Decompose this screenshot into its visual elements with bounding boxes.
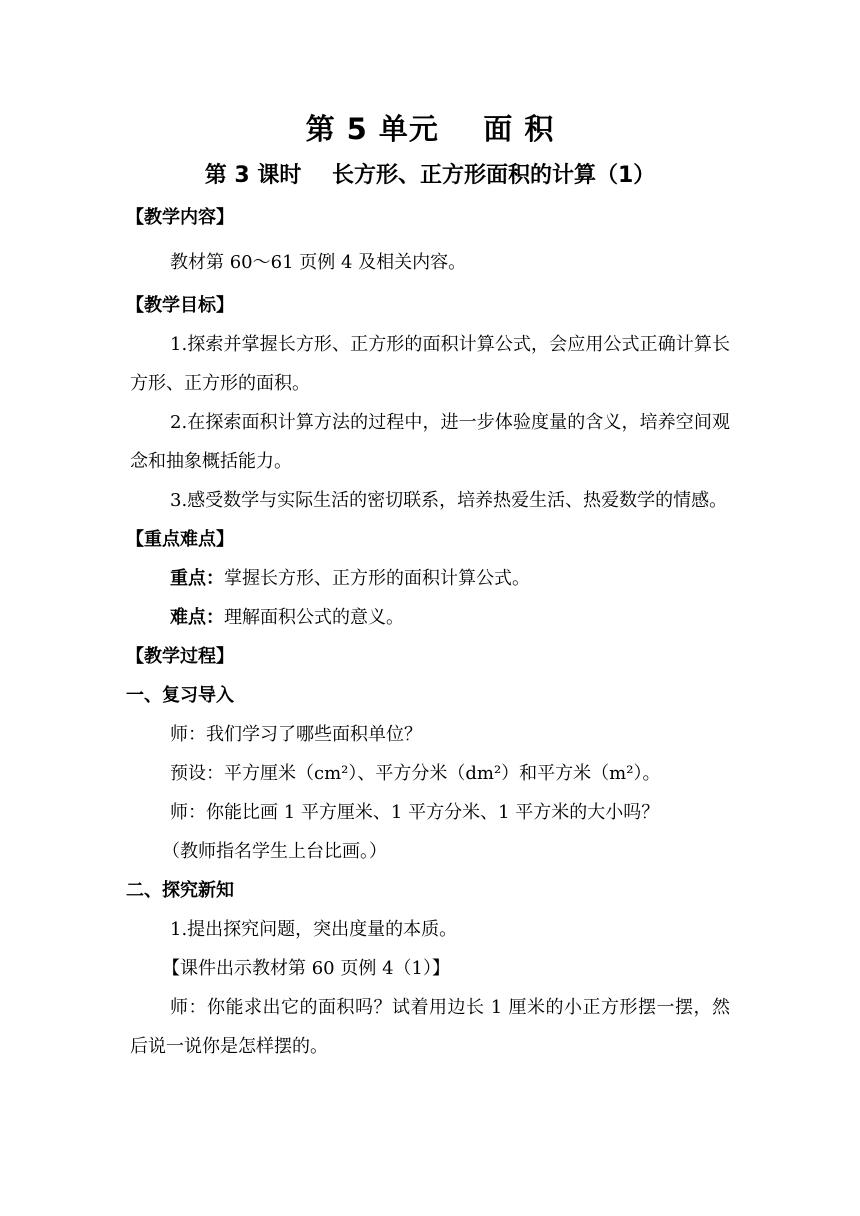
- review-line-4: （教师指名学生上台比画。）: [162, 841, 387, 862]
- explore-line-2: 师：你能求出它的面积吗？试着用边长 1 厘米的小正方形摆一摆，然后说一说你是怎样摆的。: [130, 997, 730, 1057]
- key-point-label: 重点：: [170, 568, 224, 589]
- explore-heading: 二、探究新知: [126, 880, 234, 901]
- review-line-2: 预设：平方厘米（cm²）、平方分米（dm²）和平方米（m²）。: [170, 763, 661, 784]
- goal-item-3: 3.感受数学与实际生活的密切联系，培养热爱生活、热爱数学的情感。: [170, 490, 728, 511]
- teaching-goals-heading: 【教学目标】: [126, 295, 234, 316]
- review-intro-heading: 一、复习导入: [126, 685, 234, 706]
- goal-item-1: 1.探索并掌握长方形、正方形的面积计算公式，会应用公式正确计算长方形、正方形的面积。: [130, 334, 730, 394]
- unit-title: 第 5 单元 面 积: [305, 112, 555, 146]
- explore-line-1: 1.提出探究问题，突出度量的本质。: [170, 919, 458, 940]
- review-line-3: 师：你能比画 1 平方厘米、1 平方分米、1 平方米的大小吗？: [170, 802, 660, 823]
- key-point-text: 掌握长方形、正方形的面积计算公式。: [224, 568, 530, 589]
- difficult-point-label: 难点：: [170, 607, 224, 628]
- difficult-point-text: 理解面积公式的意义。: [224, 607, 404, 628]
- courseware-note: 【课件出示教材第 60 页例 4（1）】: [162, 958, 450, 979]
- lesson-subtitle: 第 3 课时 长方形、正方形面积的计算（1）: [204, 163, 656, 188]
- review-line-1: 师：我们学习了哪些面积单位？: [170, 724, 422, 745]
- teaching-content-heading: 【教学内容】: [126, 207, 234, 228]
- key-point-line: [130, 559, 730, 598]
- teaching-process-heading: 【教学过程】: [126, 646, 234, 667]
- goal-item-2: 2.在探索面积计算方法的过程中，进一步体验度量的含义，培养空间观念和抽象概括能力。: [130, 412, 730, 472]
- document-body: [126, 104, 730, 1066]
- difficult-point-line: [130, 598, 730, 637]
- teaching-content-text: 教材第 60～61 页例 4 及相关内容。: [170, 252, 467, 273]
- key-points-heading: 【重点难点】: [126, 529, 234, 550]
